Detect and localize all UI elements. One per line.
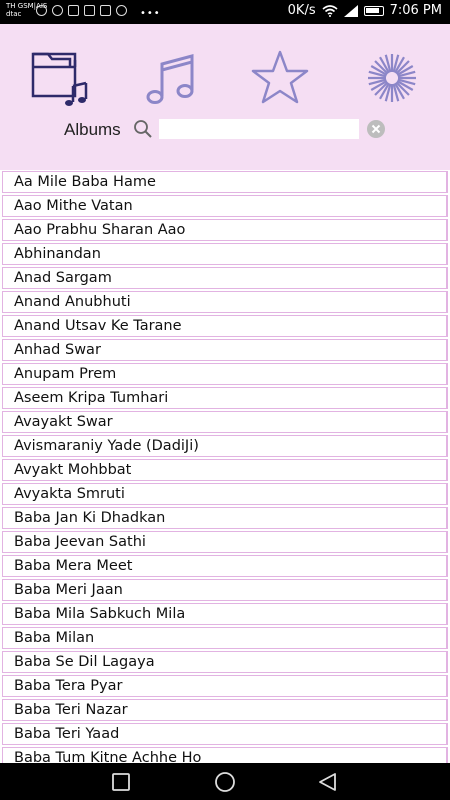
list-item[interactable]: Baba Tera Pyar xyxy=(2,675,448,697)
search-label: Albums xyxy=(64,120,121,139)
photo-icon xyxy=(84,5,95,16)
list-item[interactable]: Avayakt Swar xyxy=(2,411,448,433)
carrier-line-2: dtac xyxy=(6,10,22,18)
star-icon xyxy=(248,46,312,110)
list-item[interactable]: Baba Tum Kitne Achhe Ho xyxy=(2,747,448,763)
header xyxy=(0,24,450,170)
list-item[interactable]: Abhinandan xyxy=(2,243,448,265)
messenger-icon xyxy=(52,5,63,16)
list-item[interactable]: Baba Teri Yaad xyxy=(2,723,448,745)
clock: 7:06 PM xyxy=(389,3,442,18)
list-item[interactable]: Baba Milan xyxy=(2,627,448,649)
line-app-icon xyxy=(36,5,47,16)
tab-albums[interactable] xyxy=(28,46,92,110)
search-bar xyxy=(0,116,450,146)
net-speed: 0K/s xyxy=(287,3,316,18)
carrier-line-1: TH GSM|AIS xyxy=(6,2,48,10)
status-bar xyxy=(0,0,450,24)
list-item[interactable]: Baba Mera Meet xyxy=(2,555,448,577)
list-item[interactable]: Anad Sargam xyxy=(2,267,448,289)
home-icon[interactable] xyxy=(214,771,236,793)
search-input[interactable] xyxy=(159,119,359,139)
list-item[interactable]: Avyakta Smruti xyxy=(2,483,448,505)
gallery-icon xyxy=(68,5,79,16)
navigation-bar xyxy=(0,763,450,800)
list-item[interactable]: Aa Mile Baba Hame xyxy=(2,171,448,193)
album-list[interactable] xyxy=(0,170,450,763)
tab-favorites[interactable] xyxy=(248,46,312,110)
list-item[interactable]: Baba Jeevan Sathi xyxy=(2,531,448,553)
list-item[interactable]: Anand Anubhuti xyxy=(2,291,448,313)
clear-search-icon[interactable] xyxy=(366,119,386,139)
notification-icons xyxy=(36,5,127,16)
more-notifications-icon: ••• xyxy=(140,8,161,19)
list-item[interactable]: Baba Se Dil Lagaya xyxy=(2,651,448,673)
list-item[interactable]: Baba Mila Sabkuch Mila xyxy=(2,603,448,625)
list-item[interactable]: Aao Mithe Vatan xyxy=(2,195,448,217)
list-item[interactable]: Anupam Prem xyxy=(2,363,448,385)
folder-music-icon xyxy=(28,46,92,110)
sunburst-icon xyxy=(360,46,424,110)
back-icon[interactable] xyxy=(317,771,339,793)
list-item[interactable]: Avyakt Mohbbat xyxy=(2,459,448,481)
recent-apps-icon[interactable] xyxy=(110,771,132,793)
status-right xyxy=(288,3,442,18)
list-item[interactable]: Anhad Swar xyxy=(2,339,448,361)
tab-settings[interactable] xyxy=(360,46,424,110)
checkbox-notification-icon xyxy=(100,5,111,16)
tab-songs[interactable] xyxy=(140,46,204,110)
list-item[interactable]: Aao Prabhu Sharan Aao xyxy=(2,219,448,241)
list-item[interactable]: Baba Meri Jaan xyxy=(2,579,448,601)
list-item[interactable]: Avismaraniy Yade (DadiJi) xyxy=(2,435,448,457)
list-item[interactable]: Aseem Kripa Tumhari xyxy=(2,387,448,409)
signal-icon xyxy=(344,5,358,17)
wifi-icon xyxy=(322,5,338,17)
music-note-icon xyxy=(140,46,204,110)
list-item[interactable]: Baba Jan Ki Dhadkan xyxy=(2,507,448,529)
sync-icon xyxy=(116,5,127,16)
battery-icon xyxy=(364,6,384,16)
list-item[interactable]: Anand Utsav Ke Tarane xyxy=(2,315,448,337)
search-icon[interactable] xyxy=(133,119,153,139)
list-item[interactable]: Baba Teri Nazar xyxy=(2,699,448,721)
